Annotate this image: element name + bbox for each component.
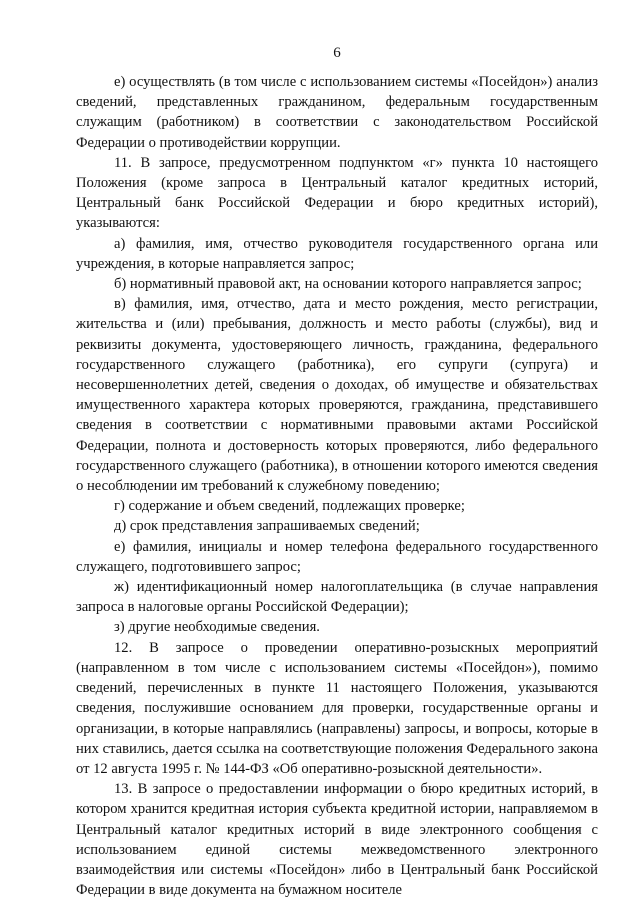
paragraph-11-g: г) содержание и объем сведений, подлежащих проверке; [114, 498, 465, 515]
paragraph-12: 12. В запросе о проведении оперативно-розыскных мероприятий (направленном в том числе с использованием системы «Посейдон»), помимо сведений, перечисленных в пункте 11 настоящего Положения, указываются сведения, послужившие основанием для проверки, государственные органы и организации, в которые направлялись (направлены) запросы, и вопросы, которые в них ставились, дается ссылка на соответствующие положения Федерального закона от 12 августа 1995 г. № 144-ФЗ «Об оперативно-розыскной деятельности». [76, 639, 598, 777]
paragraph-11-d: д) срок представления запрашиваемых сведений; [114, 518, 420, 535]
paragraph-11-v: в) фамилия, имя, отчество, дата и место рождения, место регистрации, жительства и (или) пребывания, должность и место работы (службы), вид и реквизиты документа, удостоверяющего личность, гражданина, федерального государственного служащего (работника), его супруги (супруга) и несовершеннолетних детей, сведения о доходах, об имуществе и обязательствах имущественного характера которых проверяются, гражданина, представившего сведения в соответствии с нормативными правовыми актами Российской Федерации, полнота и достоверность которых проверяются, либо федерального государственного служащего (работника), в отношении которого имеются сведения о несоблюдении им требований к служебному поведению; [76, 296, 598, 495]
paragraph-11: 11. В запросе, предусмотренном подпунктом «г» пункта 10 настоящего Положения (кроме запроса в Центральный каталог кредитных историй, Центральный банк Российской Федерации и бюро кредитных историй), указываются: [76, 154, 598, 232]
paragraph-11-e: е) фамилия, инициалы и номер телефона федерального государственного служащего, подготовившего запрос; [76, 538, 598, 575]
paragraph-13: 13. В запросе о предоставлении информации о бюро кредитных историй, в котором хранится кредитная история субъекта кредитной истории, направляемом в Центральный каталог кредитных историй в виде электронного сообщения с использованием единой системы межведомственного электронного взаимодействия или системы «Посейдон» либо в Центральный банк Российской Федерации в виде документа на бумажном носителе [76, 781, 598, 899]
paragraph-e-analysis: е) осуществлять (в том числе с использованием системы «Посейдон») анализ сведений, представленных гражданином, федеральным государственным служащим (работником) в соответствии с законодательством Российской Федерации о противодействии коррупции. [76, 74, 598, 151]
paragraph-11-a: а) фамилия, имя, отчество руководителя государственного органа или учреждения, в которые направляется запрос; [76, 235, 598, 272]
paragraph-11-zh: ж) идентификационный номер налогоплательщика (в случае направления запроса в налоговые органы Российской Федерации); [76, 579, 598, 616]
paragraph-11-z: з) другие необходимые сведения. [114, 619, 320, 636]
page-number: 6 [333, 45, 341, 61]
paragraph-11-b: б) нормативный правовой акт, на основании которого направляется запрос; [114, 276, 582, 293]
